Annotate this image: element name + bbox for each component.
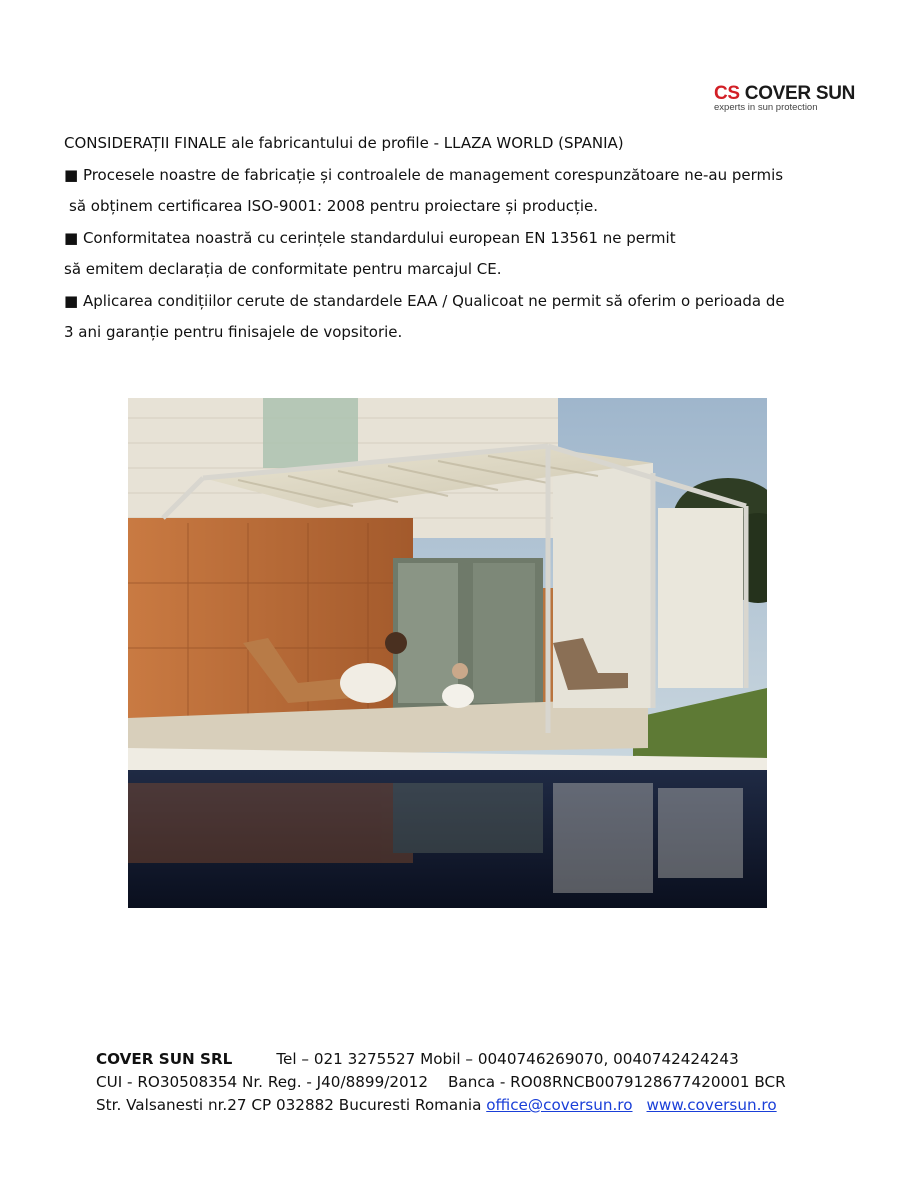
footer-line-2 [96,1071,786,1094]
footer-line-3 [96,1094,786,1117]
company-logo [714,83,856,113]
logo-name: COVER SUN [744,83,856,104]
pergola-pool-photo [128,398,767,908]
paragraph-1-line-2: să obținem certificarea ISO-9001: 2008 pentru proiectare și producție. [69,197,599,215]
logo-wordmark [714,83,856,104]
section-title: CONSIDERAȚII FINALE ale fabricantului de profile - LLAZA WORLD (SPANIA) [64,134,624,152]
postal-address: Str. Valsanesti nr.27 CP 032882 Bucuresti Romania [96,1096,482,1114]
paragraph-2-line-1: ■ Conformitatea noastră cu cerințele standardului european EN 13561 ne permit [64,228,676,247]
bank-account: Banca - RO08RNCB0079128677420001 BCR [448,1073,786,1091]
footer-line-1 [96,1048,786,1071]
paragraph-2-line-2: să emitem declarația de conformitate pentru marcajul CE. [64,260,502,278]
email-link[interactable]: office@coversun.ro [486,1096,633,1114]
footer [96,1048,786,1117]
main-text [64,128,864,349]
paragraph-3-line-2: 3 ani garanție pentru finisajele de vopsitorie. [64,323,403,341]
company-registration: CUI - RO30508354 Nr. Reg. - J40/8899/2012 [96,1073,428,1091]
paragraph-1-line-1: ■ Procesele noastre de fabricație și controalele de management corespunzătoare ne-au permis [64,165,784,184]
phone-numbers: Tel – 021 3275527 Mobil – 0040746269070, 0040742424243 [276,1050,739,1068]
logo-cs: CS [714,83,740,104]
company-name: COVER SUN SRL [96,1050,233,1068]
website-link[interactable]: www.coversun.ro [646,1096,777,1114]
logo-tagline: experts in sun protection [714,102,818,113]
paragraph-3-line-1: ■ Aplicarea condițiilor cerute de standardele EAA / Qualicoat ne permit să oferim o perioada de [64,291,785,310]
